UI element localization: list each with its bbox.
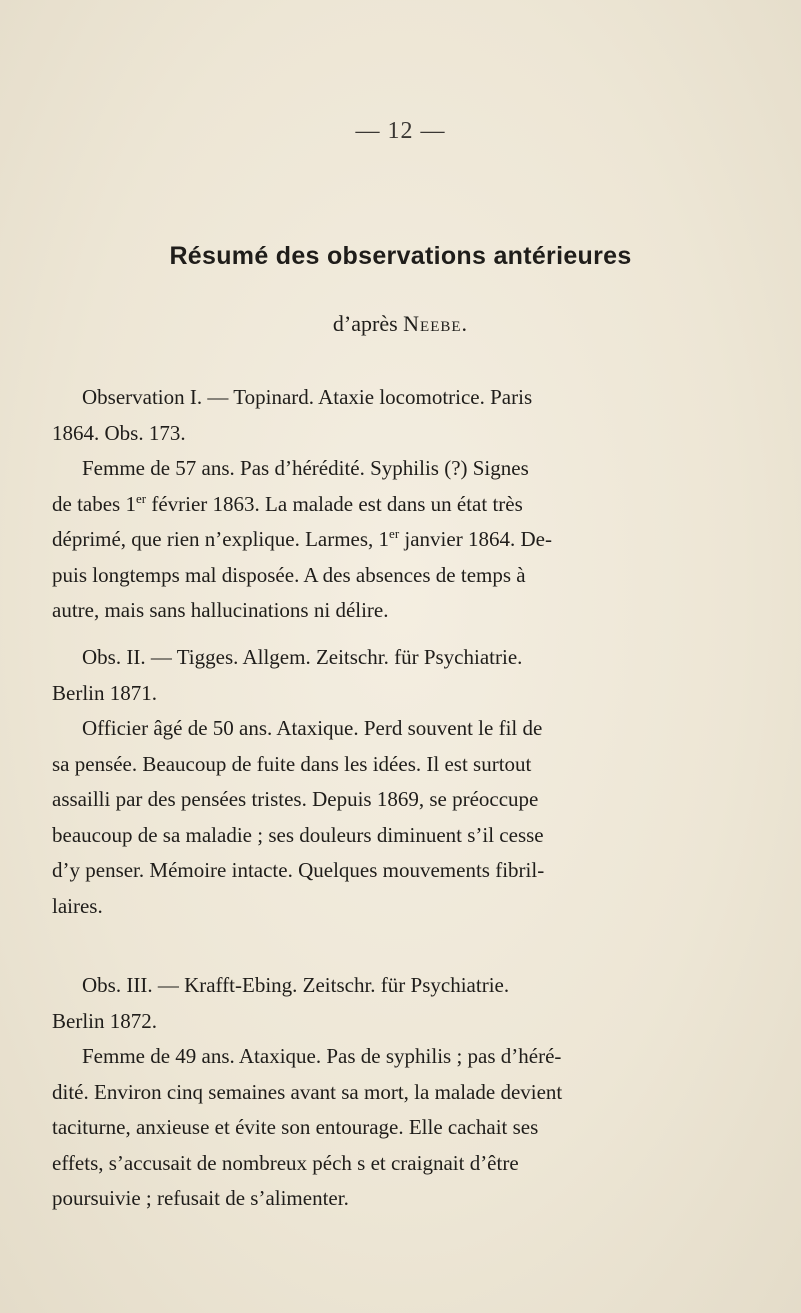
observation-3-line-4: effets, s’accusait de nombreux péch s et craignait d’être [52,1150,519,1175]
subheading-prefix: d’après [332,311,398,336]
observation-3-reference [52,968,752,1004]
observation-3-reference-cont: Berlin 1872. [52,1008,157,1033]
observation-2 [52,640,752,924]
observation-1-line-2 [52,487,752,523]
observation-3-line-5: poursuivie ; refusait de s’alimenter. [52,1186,349,1210]
observation-1-reference-text: — Topinard. Ataxie locomotrice. Paris [202,385,533,409]
observation-2-label: Obs. II. [82,645,146,669]
observation-1-sup-2: er [389,526,400,541]
observation-2-line-5: d’y penser. Mémoire intacte. Quelques mouvements fibril- [52,858,545,882]
observation-1-line-3 [52,522,752,558]
observation-1-line-4: puis longtemps mal disposée. A des absences de temps à [52,562,526,587]
observation-1-reference-cont: 1864. Obs. 173. [52,420,186,445]
observation-1-line-2b: février 1863. La malade est dans un état très [146,491,523,516]
observation-1-line-1: Femme de 57 ans. Pas d’hérédité. Syphilis (?) Signes [82,456,529,480]
observation-2-line-6: laires. [52,893,103,918]
observation-3-reference-text: — Krafft-Ebing. Zeitschr. für Psychiatrie. [152,973,510,997]
observation-2-reference [52,640,752,676]
observation-1-line-3a: déprimé, que rien n’explique. Larmes, 1 [52,527,390,551]
subheading-author: Neebe. [403,311,469,336]
observation-1-line-3b: janvier 1864. De- [399,527,552,551]
observation-1-label: Observation I. [82,385,203,409]
observation-2-reference-cont: Berlin 1871. [52,680,157,705]
observation-3-line-2: dité. Environ cinq semaines avant sa mort, la malade devient [52,1079,563,1104]
observation-3 [52,968,752,1217]
observation-2-line-1: Officier âgé de 50 ans. Ataxique. Perd souvent le fil de [82,716,543,740]
observation-3-line-3: taciturne, anxieuse et évite son entourage. Elle cachait ses [52,1115,539,1139]
observation-2-line-2: sa pensée. Beaucoup de fuite dans les idées. Il est surtout [52,751,532,776]
observation-1-line-2a: de tabes 1 [52,491,136,516]
page-subheading [0,311,801,337]
observation-3-label: Obs. III. [82,973,153,997]
observation-2-line-4: beaucoup de sa maladie ; ses douleurs diminuent s’il cesse [52,822,544,847]
observation-3-line-1: Femme de 49 ans. Ataxique. Pas de syphilis ; pas d’héré- [82,1044,562,1068]
page-number: — 12 — [355,118,446,144]
observation-1-line-5: autre, mais sans hallucinations ni délire. [52,598,389,622]
page-heading: Résumé des observations antérieures [169,242,632,270]
observation-2-reference-text: — Tigges. Allgem. Zeitschr. für Psychiatrie. [145,645,523,669]
observation-1 [52,380,752,629]
observation-2-line-3: assailli par des pensées tristes. Depuis 1869, se préoccupe [52,787,539,811]
observation-1-reference [52,380,752,416]
observation-1-sup-1: er [135,490,147,506]
